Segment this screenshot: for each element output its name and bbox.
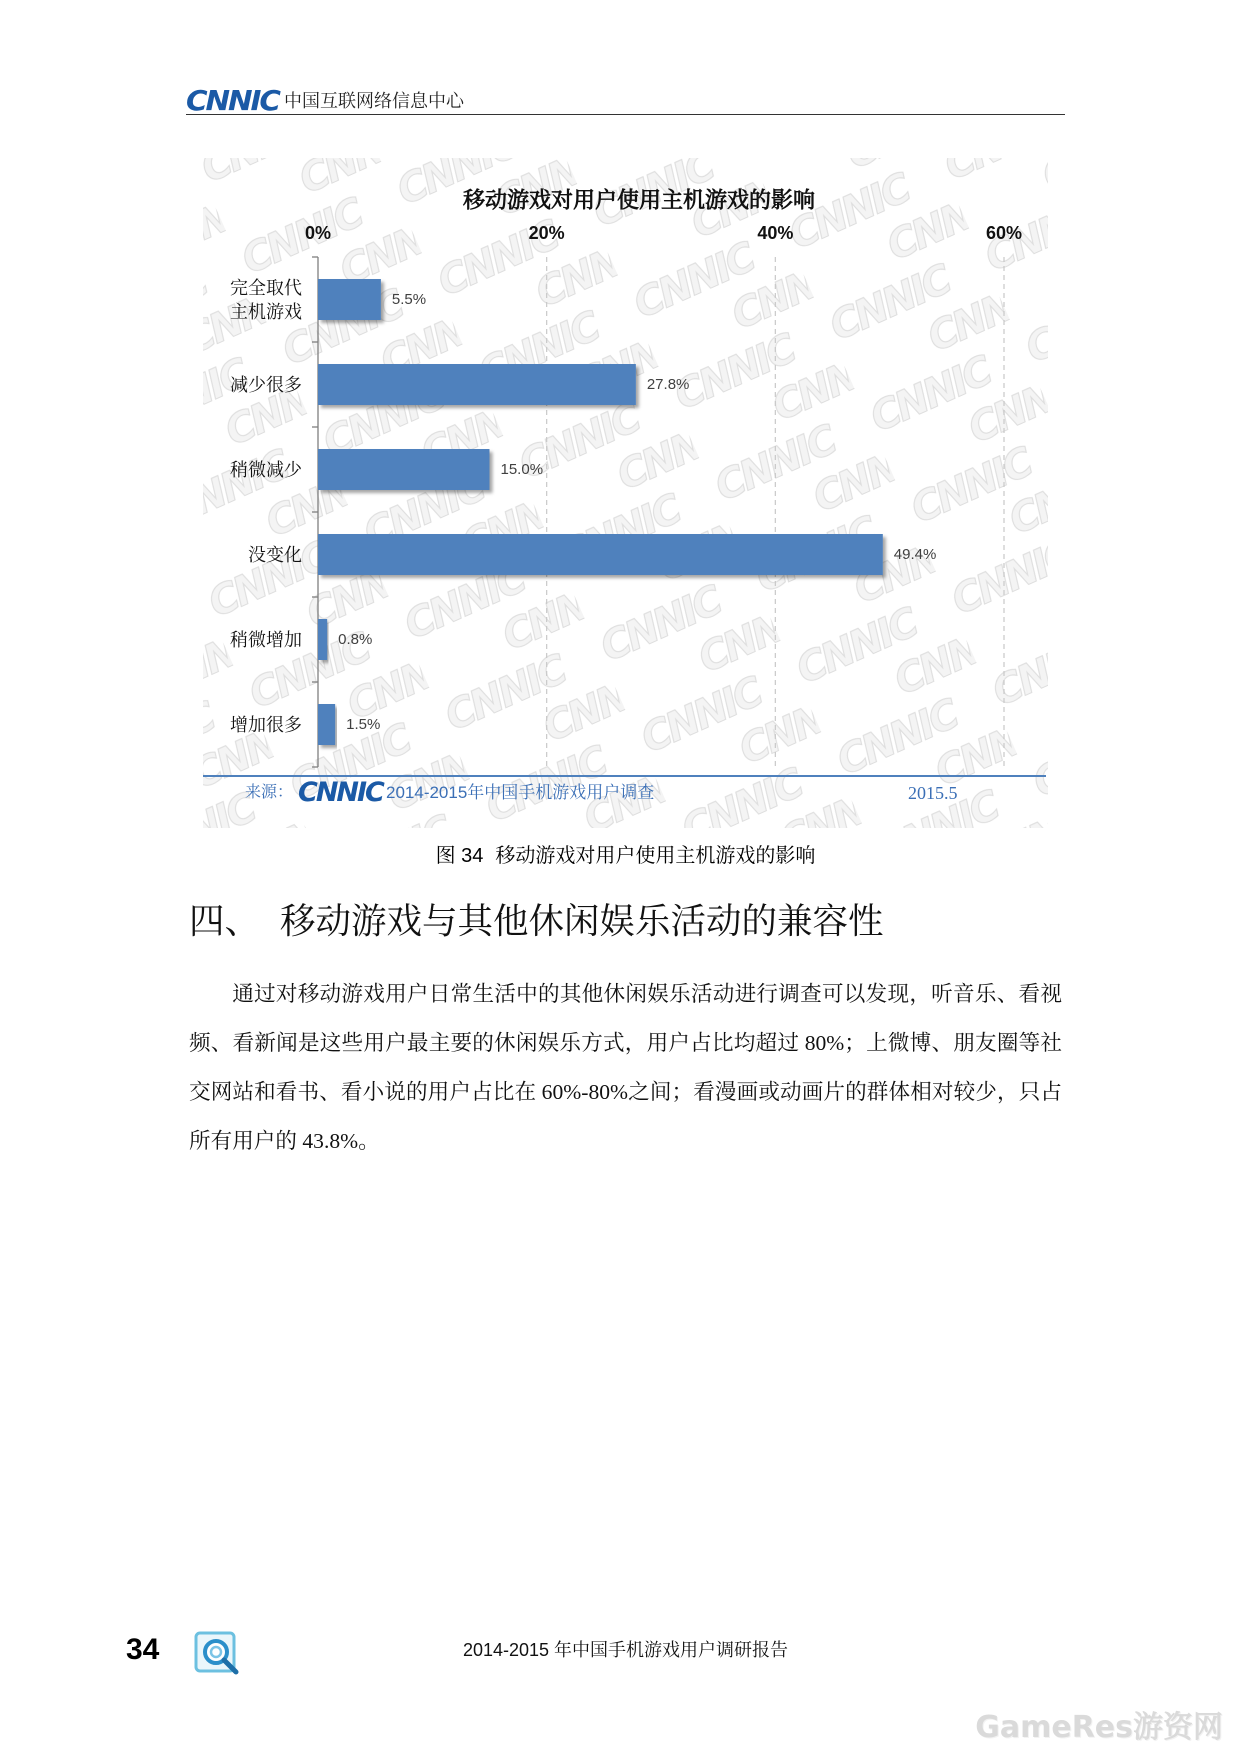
bar xyxy=(318,704,335,745)
data-label: 0.8% xyxy=(338,631,373,648)
x-tick-label: 60% xyxy=(985,223,1023,243)
category-label: 稍微减少 xyxy=(230,459,302,480)
category-label: 完全取代主机游戏 xyxy=(230,277,302,322)
chart-title: 移动游戏对用户使用主机游戏的影响 xyxy=(462,187,816,213)
bar xyxy=(318,534,883,575)
data-label: 27.8% xyxy=(646,376,690,393)
bar-chart xyxy=(190,150,1060,840)
header-divider xyxy=(186,114,1065,115)
cnnic-logo: CNNIC xyxy=(186,84,279,117)
bar xyxy=(318,449,490,490)
figure-caption xyxy=(189,843,1062,869)
body-paragraph: 通过对移动游戏用户日常生活中的其他休闲娱乐活动进行调查可以发现，听音乐、看视频、看新闻是这些用户最主要的休闲娱乐方式，用户占比均超过 80%；上微博、朋友圈等社交网站和看书、看小说的用户占比在 60%-80%之间；看漫画或动画片的群体相对较少，只占所有用户的 43.8%。 xyxy=(189,982,1062,1153)
figure-number: 图 34 xyxy=(435,845,484,867)
x-tick-label: 40% xyxy=(757,223,794,243)
figure-caption-text: 移动游戏对用户使用主机游戏的影响 xyxy=(495,845,816,867)
data-label: 1.5% xyxy=(346,716,381,733)
category-label: 没变化 xyxy=(248,544,302,565)
page-number: 34 xyxy=(126,1633,160,1666)
bar xyxy=(318,619,327,660)
data-label: 49.4% xyxy=(893,546,937,563)
source-cnnic-logo: CNNIC xyxy=(298,777,383,808)
bar xyxy=(318,279,381,320)
source-date: 2015.5 xyxy=(908,783,958,803)
source-label: 来源： xyxy=(245,784,294,801)
site-watermark: GameRes游资网 xyxy=(975,1710,1223,1745)
category-label: 减少很多 xyxy=(230,374,302,395)
header-org-name: 中国互联网络信息中心 xyxy=(284,91,464,111)
footer-report-title: 2014-2015 年中国手机游戏用户调研报告 xyxy=(462,1640,789,1660)
section-number: 四、 xyxy=(189,901,261,941)
data-label: 5.5% xyxy=(391,291,427,308)
category-label: 增加很多 xyxy=(230,714,302,735)
x-tick-label: 0% xyxy=(304,223,332,243)
x-tick-label: 20% xyxy=(528,223,565,243)
chart-figure xyxy=(190,150,1060,840)
source-survey-name: 2014-2015年中国手机游戏用户调查 xyxy=(386,783,655,802)
category-label: 稍微增加 xyxy=(230,629,302,650)
section-heading xyxy=(189,898,884,944)
section-title: 移动游戏与其他休闲娱乐活动的兼容性 xyxy=(280,901,884,941)
bar xyxy=(318,364,636,405)
data-label: 15.0% xyxy=(500,461,544,478)
